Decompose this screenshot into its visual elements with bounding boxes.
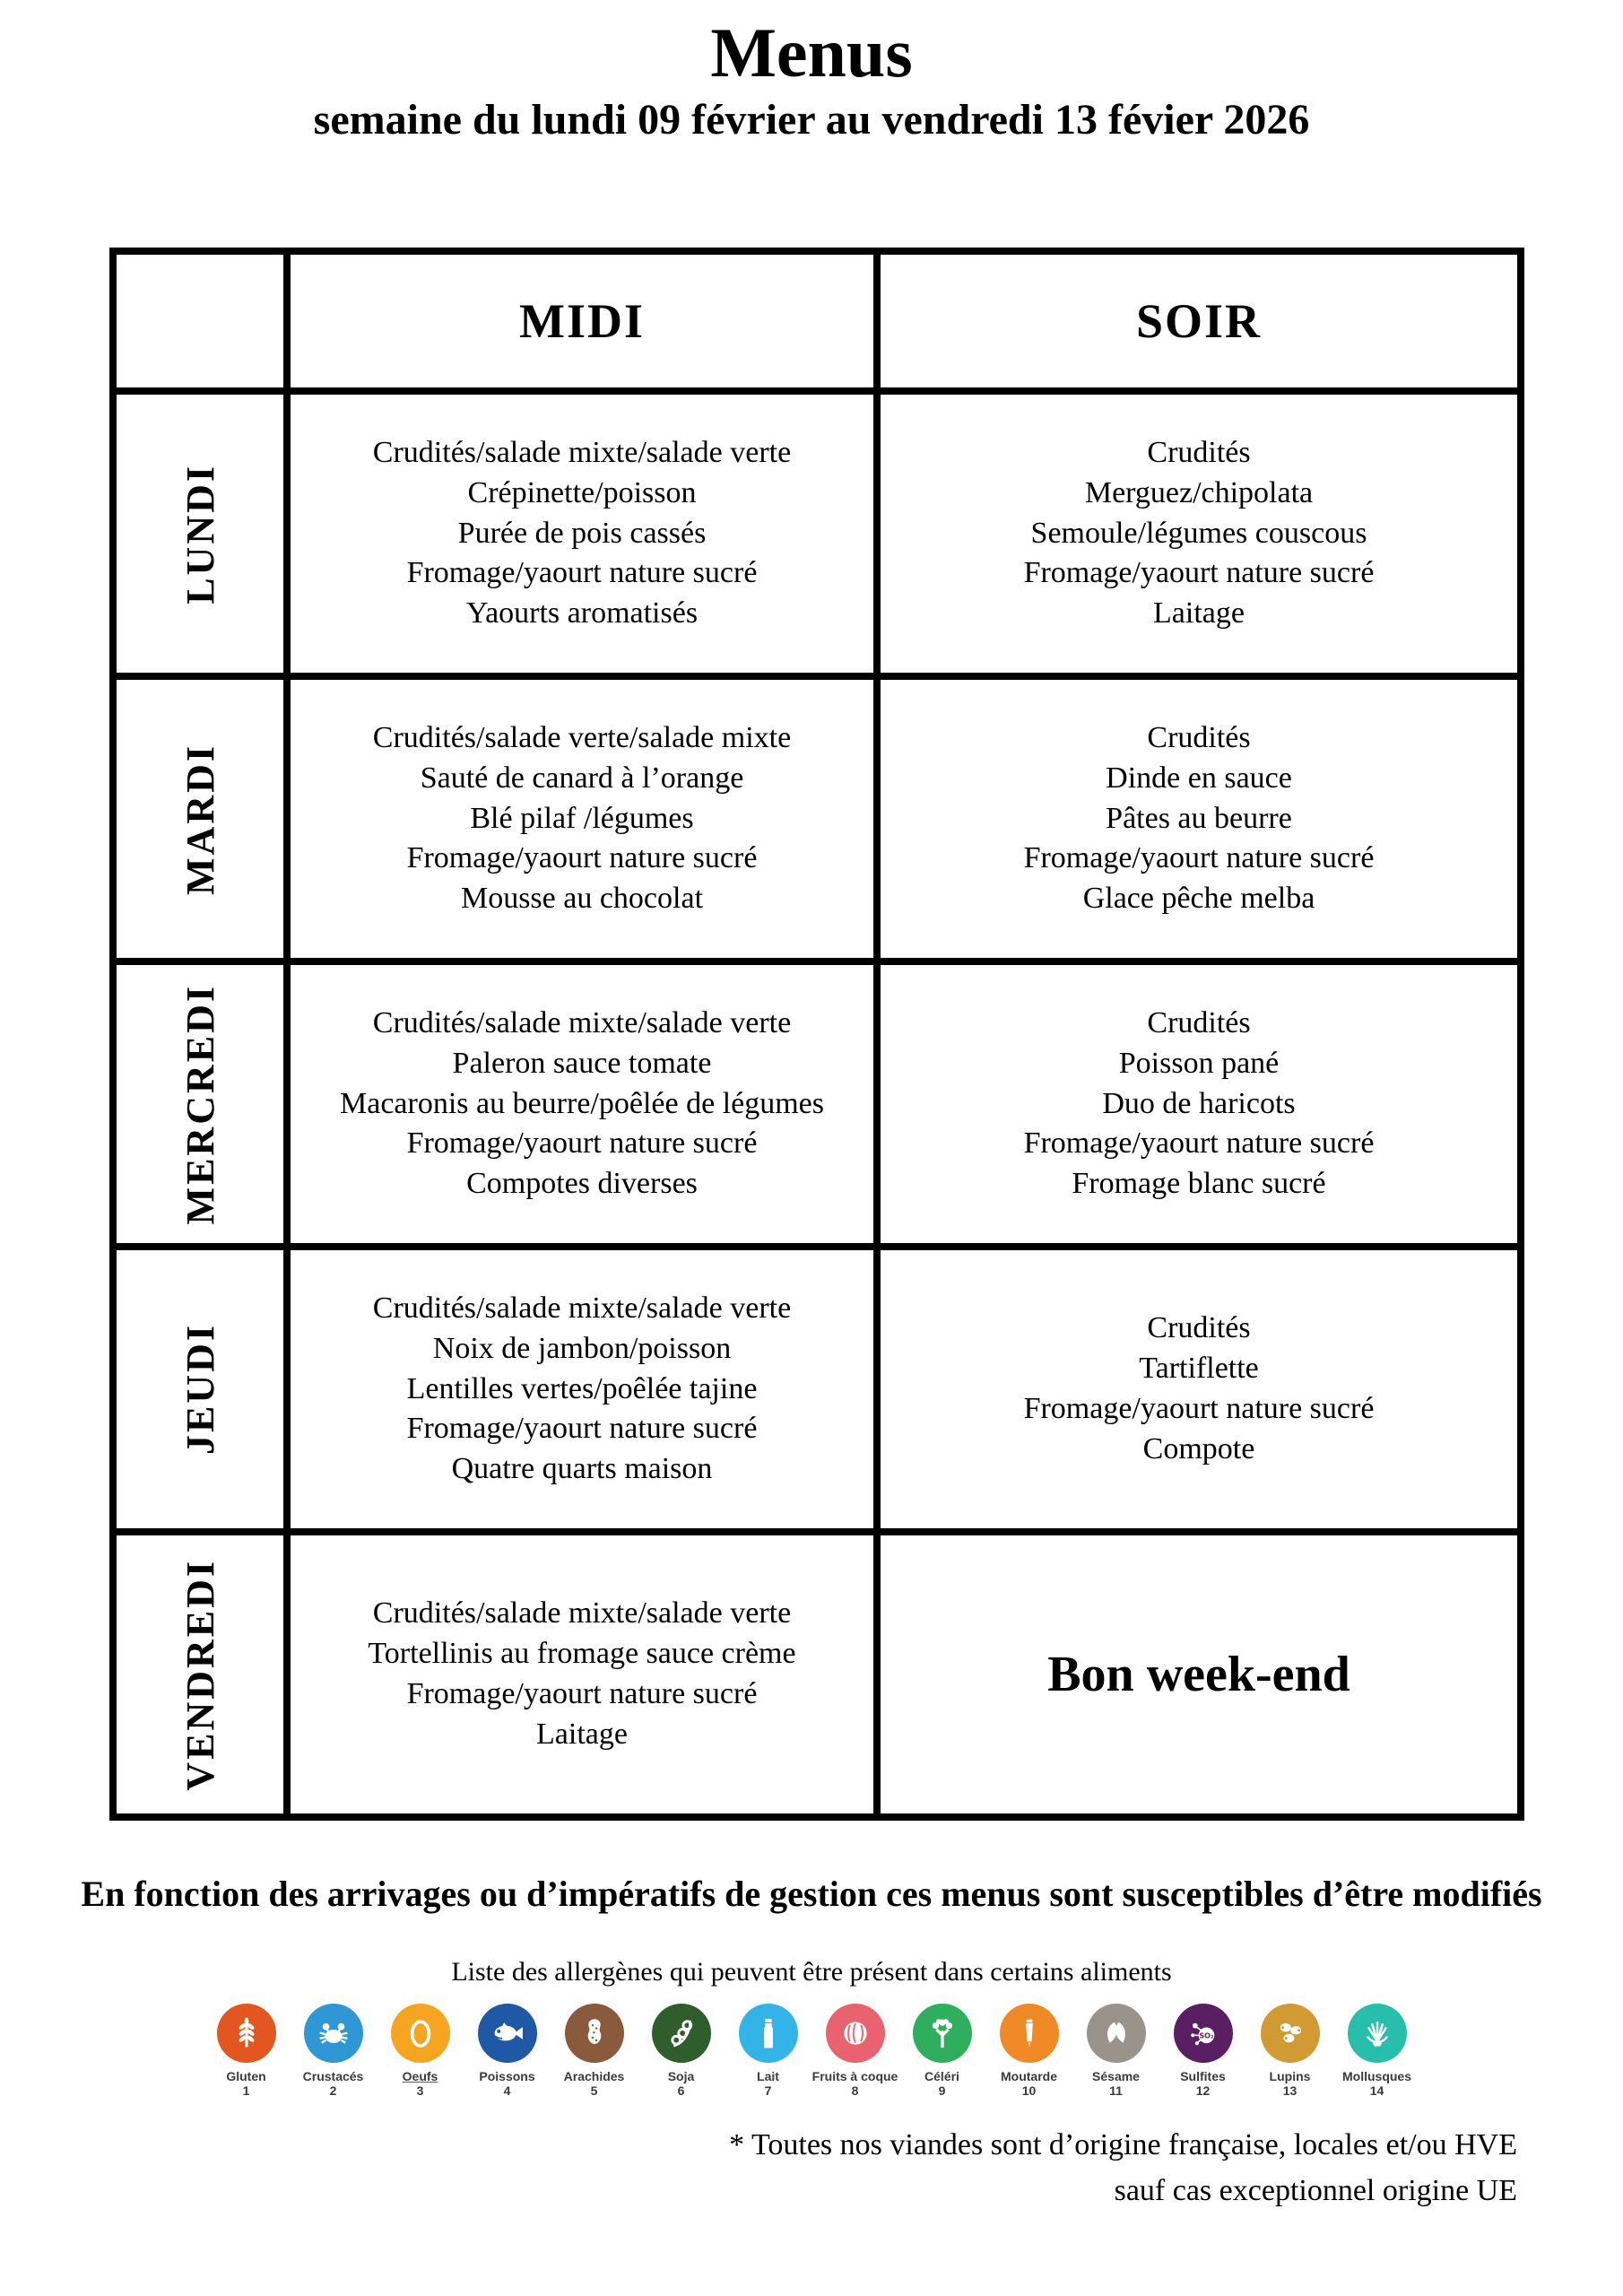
- allergen-name: Soja: [667, 2069, 695, 2083]
- menu-item-line: Laitage: [536, 1717, 628, 1751]
- tree-nuts-icon: [826, 2004, 885, 2063]
- day-cell: [113, 676, 287, 961]
- menu-item-line: Semoule/légumes couscous: [1030, 516, 1367, 550]
- menu-item-line: Lentilles vertes/poêlée tajine: [406, 1371, 758, 1405]
- soir-cell: [877, 1247, 1521, 1532]
- menu-item-line: Yaourts aromatisés: [465, 596, 699, 631]
- allergen-number: 13: [1282, 2083, 1298, 2099]
- allergen-number: 4: [503, 2083, 511, 2099]
- allergen-item-moutarde: [985, 2004, 1072, 2099]
- allergen-name: Lupins: [1269, 2069, 1311, 2083]
- midi-cell: [287, 1247, 877, 1532]
- menu-item-line: Crudités/salade verte/salade mixte: [372, 720, 792, 754]
- page-subtitle: semaine du lundi 09 février au vendredi 13 févier 2026: [313, 96, 1310, 144]
- day-label: JEUDI: [178, 1323, 222, 1456]
- origin-note-line1: * Toutes nos viandes sont d’origine française, locales et/ou HVE: [729, 2127, 1517, 2161]
- menu-item-line: Mousse au chocolat: [460, 882, 704, 916]
- menu-item-line: Compotes diverses: [466, 1167, 698, 1201]
- allergen-item-soja: [638, 2004, 725, 2099]
- menu-row-lundi: [113, 391, 1521, 676]
- menu-item-line: Compote: [1142, 1431, 1255, 1465]
- day-cell: [113, 961, 287, 1247]
- allergen-number: 8: [851, 2083, 859, 2099]
- menu-item-line: Fromage/yaourt nature sucré: [406, 1677, 758, 1710]
- allergen-item-crustac-s: [290, 2004, 377, 2099]
- menu-item-line: Fromage/yaourt nature sucré: [1023, 1392, 1375, 1425]
- egg-icon: [391, 2004, 450, 2063]
- menu-item-line: Fromage/yaourt nature sucré: [1023, 1126, 1375, 1161]
- day-cell: [113, 1247, 287, 1532]
- menu-row-mercredi: [113, 961, 1521, 1247]
- allergen-number: 14: [1369, 2083, 1384, 2099]
- menu-item-line: Fromage/yaourt nature sucré: [1023, 841, 1375, 875]
- menu-item-line: Crudités/salade mixte/salade verte: [372, 1291, 792, 1325]
- day-label: LUNDI: [178, 463, 222, 604]
- menu-row-vendredi: [113, 1532, 1521, 1817]
- menu-item-line: Paleron sauce tomate: [452, 1046, 712, 1080]
- menu-item-line: Fromage/yaourt nature sucré: [1023, 556, 1375, 590]
- allergen-item-lupins: [1246, 2004, 1333, 2099]
- day-label: MERCREDI: [178, 983, 222, 1225]
- allergen-name: Crustacés: [302, 2069, 364, 2083]
- sesame-icon: [1087, 2004, 1146, 2063]
- menu-item-line: Crépinette/poisson: [467, 475, 697, 509]
- menu-item-line: Dinde en sauce: [1106, 761, 1292, 795]
- allergen-name: Lait: [757, 2069, 779, 2083]
- menu-item-line: Fromage blanc sucré: [1072, 1167, 1326, 1201]
- menu-item-line: Crudités/salade mixte/salade verte: [372, 1005, 792, 1039]
- allergen-number: 7: [764, 2083, 772, 2099]
- menu-item-line: Merguez/chipolata: [1084, 475, 1314, 509]
- midi-cell: [287, 391, 877, 676]
- celery-icon: [913, 2004, 972, 2063]
- menu-item-line: Laitage: [1153, 596, 1245, 631]
- wheat-icon: [217, 2004, 276, 2063]
- allergen-number: 11: [1109, 2083, 1123, 2099]
- allergen-name: Fruits à coque: [812, 2069, 898, 2083]
- shell-icon: [1348, 2004, 1407, 2063]
- menu-item-line: Quatre quarts maison: [451, 1452, 713, 1486]
- midi-cell: [287, 961, 877, 1247]
- day-label: MARDI: [178, 743, 222, 895]
- allergen-number: 1: [242, 2083, 250, 2099]
- modification-notice: En fonction des arrivages ou d’impératifs de gestion ces menus sont susceptibles d’être modifiés: [81, 1874, 1542, 1914]
- menu-item-line: Macaronis au beurre/poêlée de légumes: [340, 1086, 824, 1120]
- day-label: VENDREDI: [178, 1558, 222, 1791]
- menu-item-line: Crudités/salade mixte/salade verte: [372, 435, 792, 469]
- mustard-icon: [1000, 2004, 1059, 2063]
- menu-item-line: Pâtes au beurre: [1106, 801, 1292, 835]
- weekend-message: Bon week-end: [1047, 1647, 1350, 1702]
- menu-item-line: Tartiflette: [1139, 1352, 1259, 1386]
- allergen-number: 10: [1021, 2083, 1037, 2099]
- allergen-item-mollusques: [1333, 2004, 1420, 2099]
- allergen-item-poissons: [464, 2004, 551, 2099]
- allergen-name: Céléri: [924, 2069, 959, 2083]
- header-row: [113, 251, 1521, 391]
- menu-item-line: Fromage/yaourt nature sucré: [406, 1126, 758, 1161]
- menu-item-line: Tortellinis au fromage sauce crème: [368, 1637, 796, 1671]
- svg-text:SO₂: SO₂: [1198, 2031, 1214, 2040]
- allergen-item-fruits-coque: [812, 2004, 898, 2099]
- menu-item-line: Crudités: [1147, 1005, 1251, 1039]
- soir-cell: [877, 676, 1521, 961]
- menu-row-jeudi: [113, 1247, 1521, 1532]
- soir-cell: [877, 391, 1521, 676]
- menu-item-line: Fromage/yaourt nature sucré: [406, 841, 758, 875]
- allergen-strip: [0, 2004, 1623, 2099]
- sulfites-icon: [1174, 2004, 1233, 2063]
- allergen-name: Mollusques: [1341, 2069, 1411, 2083]
- menu-row-mardi: [113, 676, 1521, 961]
- allergen-number: 2: [329, 2083, 337, 2099]
- soir-cell: [877, 1532, 1521, 1817]
- menu-item-line: Purée de pois cassés: [457, 516, 707, 550]
- midi-cell: [287, 676, 877, 961]
- menu-item-line: Fromage/yaourt nature sucré: [406, 1412, 758, 1446]
- day-cell: [113, 391, 287, 676]
- menu-item-line: Glace pêche melba: [1082, 882, 1315, 916]
- crab-icon: [304, 2004, 363, 2063]
- allergen-item-s-same: [1072, 2004, 1159, 2099]
- peanut-icon: [565, 2004, 624, 2063]
- menu-item-line: Crudités: [1147, 1311, 1251, 1345]
- origin-note-line2: sauf cas exceptionnel origine UE: [1114, 2173, 1517, 2207]
- allergen-name: Arachides: [563, 2069, 625, 2083]
- page-title: Menus: [710, 13, 913, 91]
- allergen-name: Sulfites: [1180, 2069, 1226, 2083]
- menu-item-line: Sauté de canard à l’orange: [420, 761, 744, 795]
- allergen-number: 9: [938, 2083, 946, 2099]
- allergen-name: Oeufs: [402, 2069, 438, 2083]
- column-header-midi: MIDI: [287, 251, 877, 391]
- allergen-number: 12: [1195, 2083, 1211, 2099]
- allergen-item-arachides: [551, 2004, 638, 2099]
- menu-item-line: Crudités: [1147, 720, 1251, 754]
- midi-cell: [287, 1532, 877, 1817]
- allergen-list-heading: Liste des allergènes qui peuvent être présent dans certains aliments: [451, 1957, 1172, 1987]
- allergen-item-oeufs: [377, 2004, 464, 2099]
- lupin-icon: [1261, 2004, 1320, 2063]
- menu-item-line: Duo de haricots: [1102, 1086, 1296, 1120]
- allergen-number: 6: [677, 2083, 685, 2099]
- fish-icon: [478, 2004, 537, 2063]
- allergen-item-sulfites: [1159, 2004, 1246, 2099]
- allergen-item-gluten: [203, 2004, 290, 2099]
- allergen-name: Poissons: [479, 2069, 535, 2083]
- allergen-item-lait: [725, 2004, 812, 2099]
- allergen-item-c-l-ri: [898, 2004, 985, 2099]
- menu-item-line: Poisson pané: [1118, 1046, 1280, 1080]
- allergen-name: Sésame: [1092, 2069, 1140, 2083]
- soir-cell: [877, 961, 1521, 1247]
- menu-item-line: Noix de jambon/poisson: [432, 1331, 732, 1365]
- meat-origin-note: [0, 2122, 1623, 2213]
- menu-item-line: Fromage/yaourt nature sucré: [406, 556, 758, 590]
- milk-bottle-icon: [739, 2004, 798, 2063]
- allergen-number: 3: [416, 2083, 424, 2099]
- soy-icon: [652, 2004, 711, 2063]
- corner-cell: [113, 251, 287, 391]
- menu-item-line: Blé pilaf /légumes: [470, 801, 694, 835]
- allergen-name: Moutarde: [1001, 2069, 1057, 2083]
- day-cell: [113, 1532, 287, 1817]
- menu-table: [109, 248, 1524, 1821]
- allergen-number: 5: [590, 2083, 598, 2099]
- column-header-soir: SOIR: [877, 251, 1521, 391]
- menu-item-line: Crudités: [1147, 435, 1251, 469]
- allergen-name: Gluten: [226, 2069, 266, 2083]
- menu-item-line: Crudités/salade mixte/salade verte: [372, 1596, 792, 1631]
